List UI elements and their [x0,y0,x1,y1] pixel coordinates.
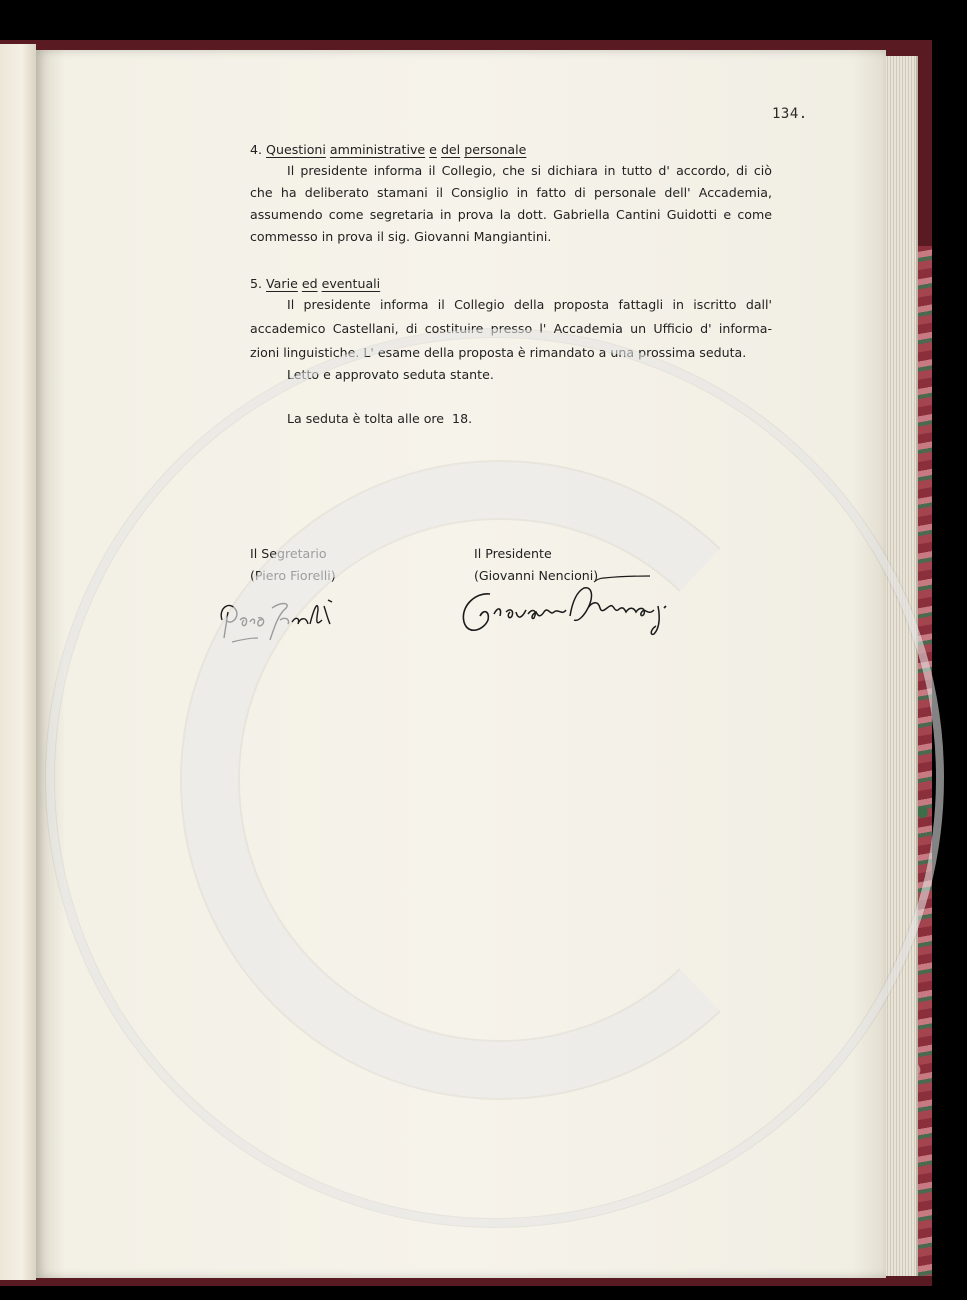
section4-title-word: e [429,142,437,157]
section4-title-word: personale [464,142,527,157]
secretary-name: (Piero Fiorelli) [250,568,336,583]
section4-line: commesso in prova il sig. Giovanni Mangiantini. [250,229,552,244]
page-number: 134. [772,106,808,122]
section5-title-word: eventuali [321,276,381,291]
left-page-edge [0,44,36,1280]
closing-line: La seduta è tolta alle ore 18. [287,411,473,426]
section4-number: 4. [250,142,263,157]
section4-line: che ha deliberato stamani il Consiglio in fatto di personale dell' Accademia, [250,185,772,200]
president-name: (Giovanni Nencioni) [474,568,599,583]
page-stack [882,56,918,1276]
section5-title-word: ed [301,276,318,291]
secretary-role: Il Segretario [250,546,327,561]
president-role: Il Presidente [474,546,552,561]
president-signature [454,572,694,652]
secretary-signature [210,590,350,650]
section5-line: Il presidente informa il Collegio della proposta fattagli in iscritto dall' [287,297,772,312]
section4-title-word: Questioni [266,142,326,157]
section4-title-word: amministrative [329,142,426,157]
section5-number: 5. [250,276,263,291]
section4-heading [250,142,526,157]
section5-title-word: Varie [266,276,298,291]
section4-line: Il presidente informa il Collegio, che si dichiara in tutto d' accordo, di ciò [287,163,772,178]
section5-line: accademico Castellani, di costituire presso l' Accademia un Ufficio d' informa- [250,321,772,336]
section4-line: assumendo come segretaria in prova la dott. Gabriella Cantini Guidotti e come [250,207,772,222]
section5-line: zioni linguistiche. L' esame della proposta è rimandato a una prossima seduta. [250,345,747,360]
section4-title-word: del [440,142,461,157]
section5-line: Letto e approvato seduta stante. [287,367,494,382]
section5-heading [250,276,380,291]
